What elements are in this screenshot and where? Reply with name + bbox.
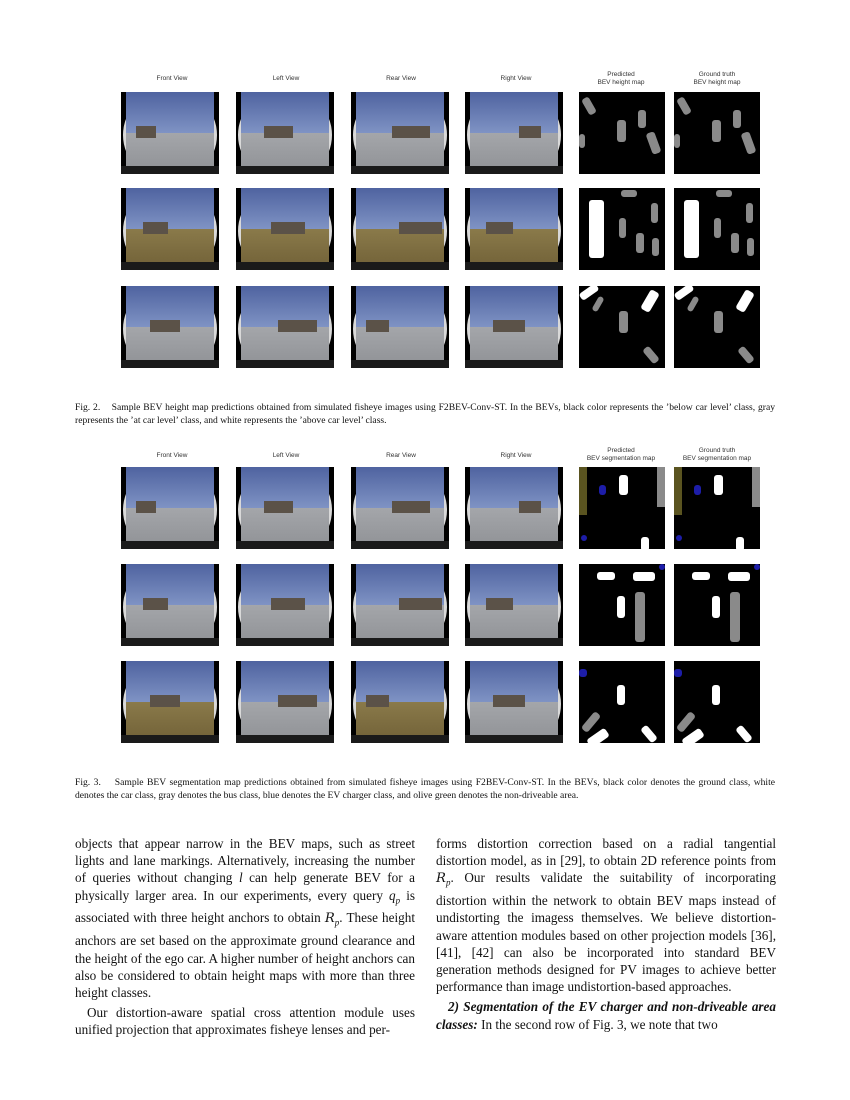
fig3-header-predicted: Predicted BEV segmentation map [586, 447, 656, 462]
fig3-caption [75, 777, 775, 802]
fig2-rear-view-image-row2 [351, 188, 449, 270]
fig2-caption [75, 402, 775, 427]
fig3-right-view-image-row2 [465, 564, 563, 646]
body-left-column [75, 835, 415, 1039]
fig2-right-view-image-row2 [465, 188, 563, 270]
fig3-bev-pred-row2 [579, 564, 665, 646]
fig3-left-view-image-row3 [236, 661, 334, 743]
fig2-rear-view-image-row3 [351, 286, 449, 368]
fig2-bev-gt-row3 [674, 286, 760, 368]
fig3-front-view-image-row2 [121, 564, 219, 646]
fig2-left-view-image-row3 [236, 286, 334, 368]
fig3-right-view-image-row3 [465, 661, 563, 743]
fig3-left-view-image-row2 [236, 564, 334, 646]
fig3-bev-gt-row2 [674, 564, 760, 646]
fig3-header-front: Front View [156, 452, 188, 459]
fig2-rear-view-image-row1 [351, 92, 449, 174]
fig3-header-ground-truth: Ground truth BEV segmentation map [682, 447, 752, 462]
fig3-front-view-image-row1 [121, 467, 219, 549]
fig3-rear-view-image-row3 [351, 661, 449, 743]
fig3-left-view-image-row1 [236, 467, 334, 549]
fig2-header-right: Right View [500, 75, 532, 82]
fig3-bev-gt-row3 [674, 661, 760, 743]
fig3-header-rear: Rear View [386, 452, 416, 459]
body-left-paragraph-1: objects that appear narrow in the BEV maps, such as street lights and lane markings. Alternatively, increasing the number of queries without changing l can help generate BEV for a physically larger area. In our experiments, every query $q_p$ is associated with three height anchors to obtain $R_p$. These height anchors are set based on the approximate ground clearance and the height of the ego car. A higher number of height anchors can also be considered to obtain height maps with more than three height classes. [75, 836, 416, 1000]
fig2-header-rear: Rear View [386, 75, 416, 82]
body-right-paragraph-1: forms distortion correction based on a radial tangential distortion model, as in [29], to obtain 2D reference points from $R_p$. Our results validate the suitability of incorporating distortion within the network to obtain BEV maps instead of undistorting the imagess themselves. We believe distortion-aware attention modules based on other projection models [36], [41], [42] can also be incorporated into standard BEV generation methods designed for PV images to achieve better performance than image undistortion-based approaches. [436, 836, 776, 995]
fig2-header-left: Left View [272, 75, 300, 82]
fig2-right-view-image-row1 [465, 92, 563, 174]
fig2-bev-pred-row2 [579, 188, 665, 270]
body-right-paragraph-2: 2) Segmentation of the EV charger and non-driveable area classes: In the second row of Fig. 3, we note that two [436, 999, 776, 1032]
fig3-bev-pred-row3 [579, 661, 665, 743]
body-right-column [436, 835, 776, 1033]
fig2-front-view-image-row2 [121, 188, 219, 270]
fig3-rear-view-image-row2 [351, 564, 449, 646]
fig2-front-view-image-row3 [121, 286, 219, 368]
fig2-bev-gt-row1 [674, 92, 760, 174]
body-left-paragraph-2: Our distortion-aware spatial cross attention module uses unified projection that approximates fisheye lenses and per- [75, 1005, 415, 1038]
fig2-caption-label: Fig. 2. [75, 402, 101, 413]
fig2-left-view-image-row2 [236, 188, 334, 270]
fig2-left-view-image-row1 [236, 92, 334, 174]
fig2-caption-text: Sample BEV height map predictions obtained from simulated fisheye images using F2BEV-Conv-ST. In the BEVs, black color represents the ’below car level’ class, gray represents the ’at car level’ class, and white represents the ’above car level’ class. [75, 402, 776, 426]
fig3-rear-view-image-row1 [351, 467, 449, 549]
fig3-right-view-image-row1 [465, 467, 563, 549]
fig2-header-front: Front View [156, 75, 188, 82]
fig2-bev-pred-row3 [579, 286, 665, 368]
fig2-header-ground-truth: Ground truth BEV height map [693, 71, 741, 86]
fig2-bev-gt-row2 [674, 188, 760, 270]
fig2-bev-pred-row1 [579, 92, 665, 174]
fig3-caption-text: Sample BEV segmentation map predictions obtained from simulated fisheye images using F2BEV-Conv-ST. In the BEVs, black color denotes the ground class, white denotes the car class, gray denotes the bus class, blue denotes the EV charger class, and olive green denotes the non-driveable area. [75, 777, 776, 801]
fig3-bev-pred-row1 [579, 467, 665, 549]
fig3-front-view-image-row3 [121, 661, 219, 743]
fig3-header-left: Left View [272, 452, 300, 459]
fig2-front-view-image-row1 [121, 92, 219, 174]
section-heading: 2) Segmentation of the EV charger and non-driveable area classes: [436, 999, 776, 1032]
fig2-right-view-image-row3 [465, 286, 563, 368]
fig2-header-predicted: Predicted BEV height map [597, 71, 645, 86]
fig3-header-right: Right View [500, 452, 532, 459]
fig3-bev-gt-row1 [674, 467, 760, 549]
fig3-caption-label: Fig. 3. [75, 777, 101, 788]
